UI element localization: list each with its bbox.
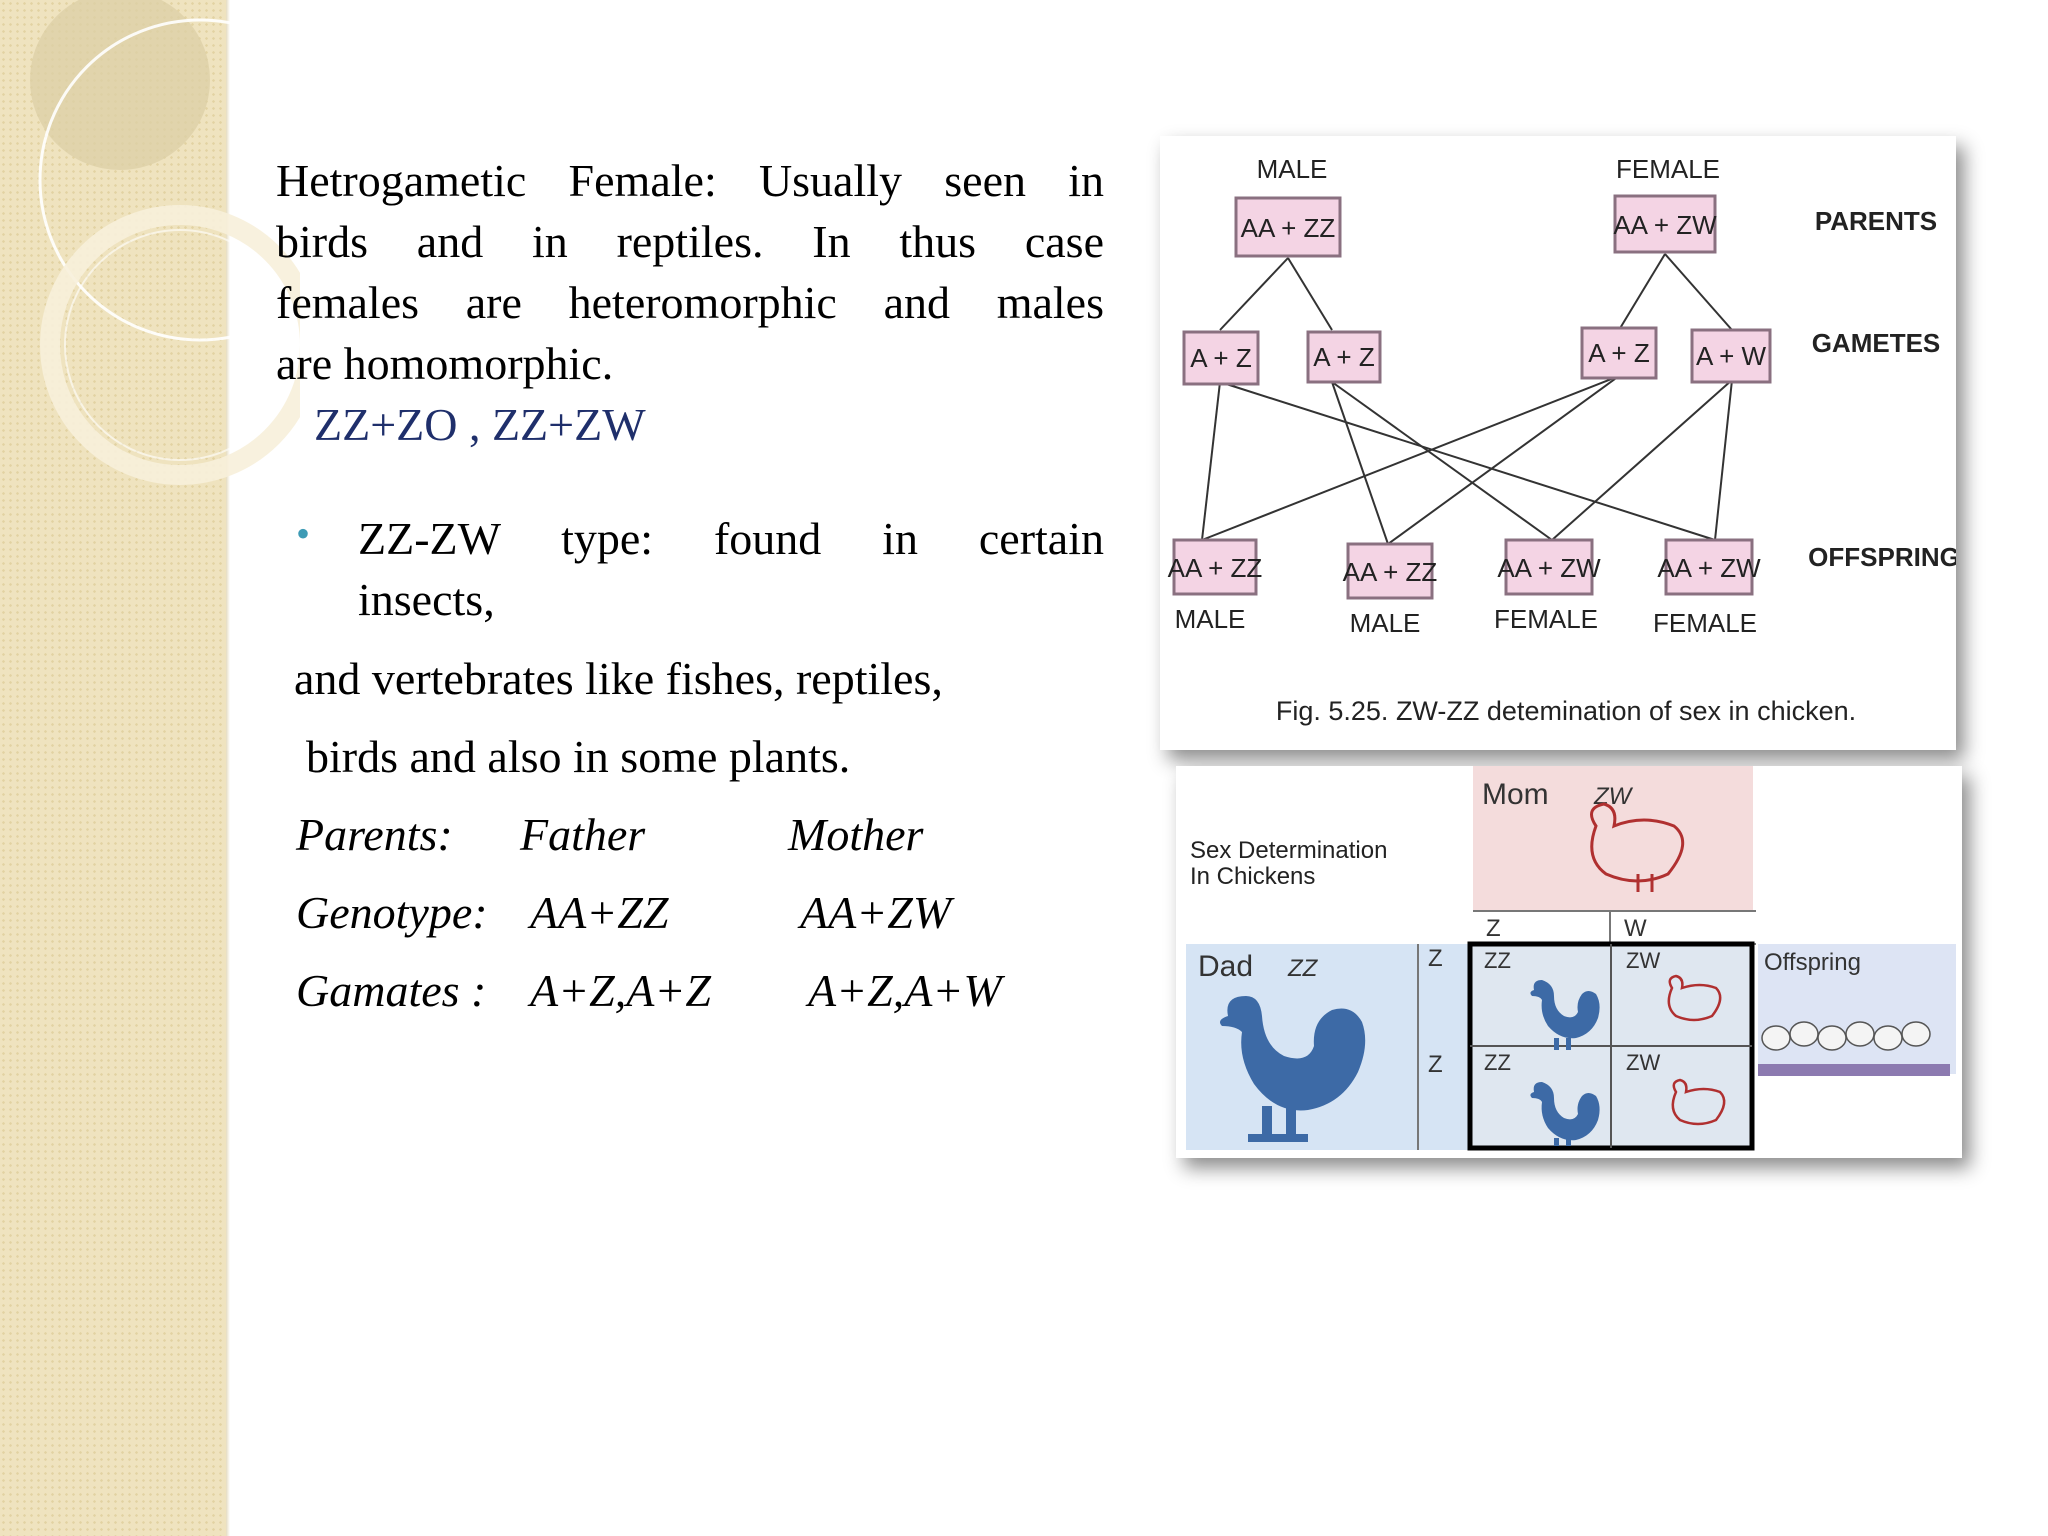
formula-text: ZZ+ZO , ZZ+ZW [314, 399, 646, 450]
row-label-offspring: OFFSPRING [1808, 542, 1956, 572]
punnett-cell: ZW [1626, 948, 1661, 973]
continuation-line: birds and also in some plants. [306, 731, 851, 782]
dad-allele: Z [1428, 1051, 1443, 1078]
figure-caption: Fig. 5.25. ZW-ZZ detemination of sex in chicken. [1275, 696, 1857, 726]
gamates-label: Gamates : [296, 965, 487, 1016]
parents-father: Father [520, 809, 646, 860]
male-label: MALE [1256, 154, 1328, 184]
offspring-genotype: AA + ZZ [1167, 553, 1263, 583]
gamete-label: A + Z [1190, 343, 1252, 373]
dad-genotype: ZZ [1288, 955, 1318, 982]
mom-label: Mom [1482, 778, 1549, 811]
bullet-icon: • [296, 511, 311, 556]
offspring-sex: MALE [1349, 608, 1421, 638]
decorative-circles [0, 0, 300, 520]
offspring-sex: FEMALE [1652, 608, 1758, 638]
mom-genotype: ZW [1594, 783, 1632, 810]
figure-title: Sex Determination [1190, 837, 1388, 864]
dad-allele: Z [1428, 945, 1443, 972]
mom-allele: Z [1486, 915, 1501, 942]
row-label-gametes: GAMETES [1811, 328, 1941, 358]
row-label-parents: PARENTS [1814, 206, 1938, 236]
punnett-cell: ZZ [1484, 1050, 1511, 1075]
female-parent-genotype: AA + ZW [1613, 210, 1717, 240]
offspring-genotype: AA + ZW [1657, 553, 1761, 583]
female-label: FEMALE [1615, 154, 1721, 184]
bullet-line: ZZ-ZW type: found in certain [358, 513, 1104, 564]
mom-allele: W [1624, 915, 1647, 942]
continuation-line: and vertebrates like fishes, reptiles, [294, 653, 943, 704]
gamates-mother: A+Z,A+W [808, 965, 1002, 1016]
paragraph-line: Hetrogametic Female: Usually seen in [276, 155, 1104, 206]
gamete-label: A + W [1695, 341, 1767, 371]
offspring-label: Offspring [1764, 949, 1861, 976]
genotype-label: Genotype: [296, 887, 488, 938]
male-parent-genotype: AA + ZZ [1240, 213, 1336, 243]
offspring-genotype: AA + ZZ [1342, 557, 1438, 587]
paragraph-line: birds and in reptiles. In thus case [276, 216, 1104, 267]
punnett-cell: ZZ [1484, 948, 1511, 973]
paragraph-line: females are heteromorphic and males [276, 277, 1104, 328]
offspring-genotype: AA + ZW [1497, 553, 1601, 583]
genotype-father: AA+ZZ [530, 887, 669, 938]
parents-label: Parents: [296, 809, 453, 860]
dad-label: Dad [1198, 950, 1254, 983]
bullet-line: insects, [358, 574, 495, 625]
gamete-label: A + Z [1313, 342, 1375, 372]
figure-punnett-square [1176, 766, 1962, 1158]
gamates-father: A+Z,A+Z [530, 965, 711, 1016]
figure-title: In Chickens [1190, 863, 1316, 890]
offspring-sex: FEMALE [1493, 604, 1599, 634]
parents-mother: Mother [788, 809, 924, 860]
figure-inheritance-diagram [1160, 136, 1956, 750]
punnett-cell: ZW [1626, 1050, 1661, 1075]
paragraph-line: are homomorphic. [276, 338, 614, 389]
genotype-mother: AA+ZW [800, 887, 952, 938]
offspring-ground [1758, 1064, 1950, 1076]
offspring-sex: MALE [1174, 604, 1246, 634]
gamete-label: A + Z [1588, 338, 1650, 368]
